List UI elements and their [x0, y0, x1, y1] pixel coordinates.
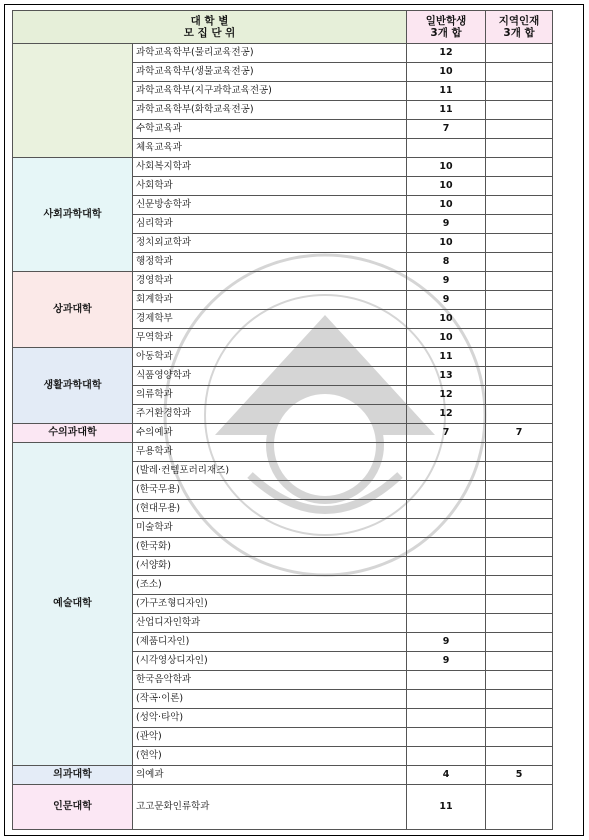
general-count	[407, 500, 486, 519]
regional-count	[486, 329, 553, 348]
general-count	[407, 481, 486, 500]
regional-count	[486, 386, 553, 405]
regional-count	[486, 177, 553, 196]
unit-name: 신문방송학과	[133, 196, 407, 215]
regional-count	[486, 557, 553, 576]
regional-count	[486, 538, 553, 557]
unit-header: 대 학 별 모 집 단 위	[13, 11, 407, 44]
unit-name: 수의예과	[133, 424, 407, 443]
regional-count	[486, 671, 553, 690]
college-name: 수의과대학	[13, 424, 133, 443]
general-count: 10	[407, 234, 486, 253]
regional-count	[486, 82, 553, 101]
general-count: 9	[407, 215, 486, 234]
unit-name: 의류학과	[133, 386, 407, 405]
general-count	[407, 519, 486, 538]
unit-name: 한국음악학과	[133, 671, 407, 690]
unit-name: 미술학과	[133, 519, 407, 538]
regional-count	[486, 690, 553, 709]
general-count: 10	[407, 329, 486, 348]
college-name: 상과대학	[13, 272, 133, 348]
table-row	[13, 348, 553, 367]
regional-count	[486, 709, 553, 728]
regional-count	[486, 120, 553, 139]
general-count: 10	[407, 158, 486, 177]
general-count: 10	[407, 63, 486, 82]
table-row	[13, 785, 553, 830]
regional-count	[486, 614, 553, 633]
general-count	[407, 557, 486, 576]
regional-count	[486, 747, 553, 766]
unit-name: 경제학부	[133, 310, 407, 329]
unit-name: 주거환경학과	[133, 405, 407, 424]
regional-count	[486, 63, 553, 82]
regional-count	[486, 595, 553, 614]
unit-name: (현악)	[133, 747, 407, 766]
unit-name: 회계학과	[133, 291, 407, 310]
unit-name: 식품영양학과	[133, 367, 407, 386]
regional-count	[486, 101, 553, 120]
unit-name: (조소)	[133, 576, 407, 595]
regional-count	[486, 291, 553, 310]
regional-count	[486, 234, 553, 253]
unit-name: (한국화)	[133, 538, 407, 557]
general-count	[407, 462, 486, 481]
general-count: 12	[407, 405, 486, 424]
table-body	[13, 44, 553, 830]
general-count	[407, 614, 486, 633]
regional-count	[486, 215, 553, 234]
general-count	[407, 747, 486, 766]
unit-name: 과학교육학부(생물교육전공)	[133, 63, 407, 82]
general-count: 4	[407, 766, 486, 785]
general-count	[407, 595, 486, 614]
general-count	[407, 709, 486, 728]
unit-name: (가구조형디자인)	[133, 595, 407, 614]
regional-count	[486, 405, 553, 424]
college-name: 의과대학	[13, 766, 133, 785]
unit-name: 사회복지학과	[133, 158, 407, 177]
unit-name: (관악)	[133, 728, 407, 747]
general-count	[407, 671, 486, 690]
general-count	[407, 443, 486, 462]
unit-name: 체육교육과	[133, 139, 407, 158]
unit-name: 고고문화인류학과	[133, 785, 407, 830]
unit-name: 행정학과	[133, 253, 407, 272]
general-count: 13	[407, 367, 486, 386]
table-row	[13, 766, 553, 785]
regional-count	[486, 158, 553, 177]
table-row	[13, 443, 553, 462]
regional-count	[486, 481, 553, 500]
regional-count: 7	[486, 424, 553, 443]
table-row	[13, 424, 553, 443]
unit-name: (시각영상디자인)	[133, 652, 407, 671]
document-page	[4, 4, 584, 836]
general-count: 9	[407, 291, 486, 310]
unit-name: (현대무용)	[133, 500, 407, 519]
college-name: 예술대학	[13, 443, 133, 766]
regional-count	[486, 633, 553, 652]
regional-count	[486, 196, 553, 215]
regional-count	[486, 462, 553, 481]
general-count: 9	[407, 272, 486, 291]
general-count	[407, 139, 486, 158]
unit-name: (성악·타악)	[133, 709, 407, 728]
general-count	[407, 690, 486, 709]
general-count: 11	[407, 82, 486, 101]
regional-count	[486, 272, 553, 291]
regional-count	[486, 253, 553, 272]
unit-name: (서양화)	[133, 557, 407, 576]
table-header-row	[13, 11, 553, 44]
regional-count	[486, 443, 553, 462]
general-count	[407, 538, 486, 557]
regional-count	[486, 500, 553, 519]
unit-name: 무역학과	[133, 329, 407, 348]
unit-name: 산업디자인학과	[133, 614, 407, 633]
unit-name: 심리학과	[133, 215, 407, 234]
unit-name: 수학교육과	[133, 120, 407, 139]
general-count: 11	[407, 348, 486, 367]
unit-name: (작곡·이론)	[133, 690, 407, 709]
general-count: 10	[407, 310, 486, 329]
unit-name: (제품디자인)	[133, 633, 407, 652]
unit-name: (발레·컨템포러리재즈)	[133, 462, 407, 481]
general-count: 11	[407, 101, 486, 120]
college-name	[13, 44, 133, 158]
regional-header: 지역인재 3개 합	[486, 11, 553, 44]
unit-name: 무용학과	[133, 443, 407, 462]
general-count: 10	[407, 196, 486, 215]
regional-count	[486, 44, 553, 63]
college-name: 인문대학	[13, 785, 133, 830]
general-count: 7	[407, 120, 486, 139]
regional-count	[486, 576, 553, 595]
regional-count: 5	[486, 766, 553, 785]
general-count: 10	[407, 177, 486, 196]
general-count	[407, 728, 486, 747]
table-row	[13, 158, 553, 177]
regional-count	[486, 728, 553, 747]
regional-count	[486, 139, 553, 158]
regional-count	[486, 652, 553, 671]
regional-count	[486, 310, 553, 329]
unit-name: 아동학과	[133, 348, 407, 367]
unit-name: 경영학과	[133, 272, 407, 291]
college-name: 사회과학대학	[13, 158, 133, 272]
unit-name: 정치외교학과	[133, 234, 407, 253]
unit-name: 의예과	[133, 766, 407, 785]
general-count: 12	[407, 386, 486, 405]
unit-name: 사회학과	[133, 177, 407, 196]
regional-count	[486, 367, 553, 386]
general-count: 12	[407, 44, 486, 63]
table-row	[13, 44, 553, 63]
admission-table	[12, 10, 553, 830]
regional-count	[486, 348, 553, 367]
general-count: 7	[407, 424, 486, 443]
unit-name: 과학교육학부(지구과학교육전공)	[133, 82, 407, 101]
general-count: 9	[407, 652, 486, 671]
unit-name: (한국무용)	[133, 481, 407, 500]
general-count: 9	[407, 633, 486, 652]
table-row	[13, 272, 553, 291]
regional-count	[486, 785, 553, 830]
general-count: 11	[407, 785, 486, 830]
regional-count	[486, 519, 553, 538]
general-count: 8	[407, 253, 486, 272]
unit-name: 과학교육학부(화학교육전공)	[133, 101, 407, 120]
college-name: 생활과학대학	[13, 348, 133, 424]
general-header: 일반학생 3개 합	[407, 11, 486, 44]
general-count	[407, 576, 486, 595]
unit-name: 과학교육학부(물리교육전공)	[133, 44, 407, 63]
